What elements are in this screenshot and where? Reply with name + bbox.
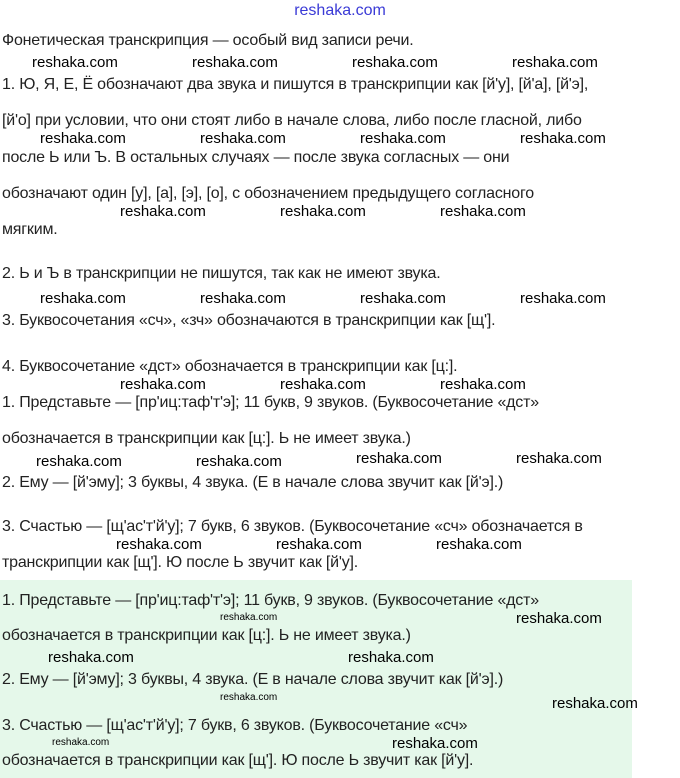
watermark: reshaka.com	[356, 450, 442, 467]
watermark: reshaka.com	[52, 737, 110, 748]
watermark: reshaka.com	[48, 649, 134, 666]
watermark: reshaka.com	[280, 376, 366, 393]
watermark: reshaka.com	[120, 376, 206, 393]
watermark: reshaka.com	[276, 536, 362, 553]
highlighted-line: обозначается в транскрипции как [ц:]. Ь не имеет звука.)	[2, 627, 411, 644]
theory-line: после Ь или Ъ. В остальных случаях — после звука согласных — они	[2, 149, 510, 166]
highlighted-line: 3. Счастью — [щ'ас'т'й'у]; 7 букв, 6 звуков. (Буквосочетание «сч»	[2, 717, 468, 734]
theory-line: 1. Ю, Я, Е, Ё обозначают два звука и пишутся в транскрипции как [й'у], [й'а], [й'э],	[2, 76, 589, 93]
watermark: reshaka.com	[360, 130, 446, 147]
theory-line: 2. Ь и Ъ в транскрипции не пишутся, так как не имеют звука.	[2, 265, 441, 282]
theory-line: обозначают один [у], [а], [э], [о], с обозначением предыдущего согласного	[2, 185, 534, 202]
watermark: reshaka.com	[360, 290, 446, 307]
watermark: reshaka.com	[280, 203, 366, 220]
watermark: reshaka.com	[192, 54, 278, 71]
watermark: reshaka.com	[36, 453, 122, 470]
watermark: reshaka.com	[348, 649, 434, 666]
watermark: reshaka.com	[200, 290, 286, 307]
watermark: reshaka.com	[32, 54, 118, 71]
watermark: reshaka.com	[440, 203, 526, 220]
answer-line: 2. Ему — [й'эму]; 3 буквы, 4 звука. (Е в начале слова звучит как [й'э].)	[2, 474, 504, 491]
watermark: reshaka.com	[516, 610, 602, 627]
watermark: reshaka.com	[520, 290, 606, 307]
theory-line: мягким.	[2, 221, 58, 238]
watermark: reshaka.com	[440, 376, 526, 393]
answer-line: обозначается в транскрипции как [ц:]. Ь не имеет звука.)	[2, 430, 411, 447]
watermark: reshaka.com	[512, 54, 598, 71]
answer-line: 1. Представьте — [пр'иц:таф'т'э]; 11 букв, 9 звуков. (Буквосочетание «дст»	[2, 394, 539, 411]
watermark: reshaka.com	[200, 130, 286, 147]
theory-line: [й'о] при условии, что они стоят либо в начале слова, либо после гласной, либо	[2, 112, 582, 129]
theory-line: Фонетическая транскрипция — особый вид записи речи.	[2, 32, 414, 49]
theory-line: 3. Буквосочетания «сч», «зч» обозначаются в транскрипции как [щ'].	[2, 312, 496, 329]
watermark: reshaka.com	[392, 735, 478, 752]
watermark: reshaka.com	[436, 536, 522, 553]
watermark: reshaka.com	[220, 612, 278, 623]
theory-line: 4. Буквосочетание «дст» обозначается в транскрипции как [ц:].	[2, 358, 458, 375]
highlighted-line: 2. Ему — [й'эму]; 3 буквы, 4 звука. (Е в начале слова звучит как [й'э].)	[2, 671, 504, 688]
watermark: reshaka.com	[220, 692, 278, 703]
watermark: reshaka.com	[516, 450, 602, 467]
watermark: reshaka.com	[120, 203, 206, 220]
watermark: reshaka.com	[116, 536, 202, 553]
watermark: reshaka.com	[40, 130, 126, 147]
answer-line: 3. Счастью — [щ'ас'т'й'у]; 7 букв, 6 звуков. (Буквосочетание «сч» обозначается в	[2, 518, 583, 535]
answer-line: транскрипции как [щ']. Ю после Ь звучит как [й'у].	[2, 554, 358, 571]
site-header-link[interactable]: reshaka.com	[294, 2, 386, 19]
watermark: reshaka.com	[552, 695, 638, 712]
watermark: reshaka.com	[352, 54, 438, 71]
watermark: reshaka.com	[40, 290, 126, 307]
highlighted-line: 1. Представьте — [пр'иц:таф'т'э]; 11 букв, 9 звуков. (Буквосочетание «дст»	[2, 592, 539, 609]
highlighted-line: обозначается в транскрипции как [щ']. Ю после Ь звучит как [й'у].	[2, 752, 474, 769]
watermark: reshaka.com	[520, 130, 606, 147]
watermark: reshaka.com	[196, 453, 282, 470]
